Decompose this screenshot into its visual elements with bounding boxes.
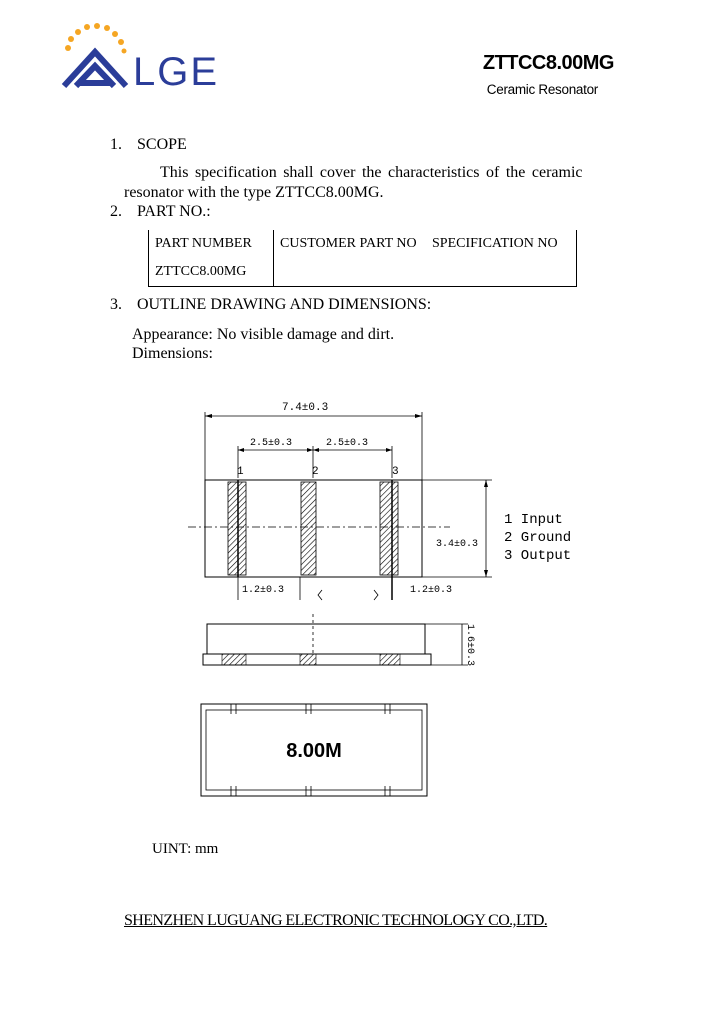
table-cell: ZTTCC8.00MG: [149, 258, 274, 287]
pin-1-label: 1: [237, 466, 244, 478]
dim-edge-right-label: 1.2±0.3: [410, 585, 453, 596]
table-header-cell: CUSTOMER PART NO: [280, 236, 417, 251]
legend-item: 1 Input: [504, 512, 563, 528]
section-title: SCOPE: [137, 136, 187, 153]
dim-pitch2-label: 2.5±0.3: [326, 438, 369, 449]
section-title: PART NO.:: [137, 203, 211, 220]
scope-text-line2: resonator with the type ZTTCC8.00MG.: [124, 184, 384, 201]
dim-thickness-label: 1.6±0.3: [464, 624, 475, 667]
scope-text-line1: This specification shall cover the characteristics of the ceramic: [160, 164, 583, 181]
marking-text: 8.00M: [286, 740, 342, 762]
table-header-cell: SPECIFICATION NO: [426, 230, 577, 258]
appearance-text: Appearance: No visible damage and dirt.: [132, 326, 395, 343]
dim-height-label: 3.4±0.3: [436, 539, 479, 550]
unit-text: UINT: mm: [152, 841, 219, 857]
model-number: ZTTCC8.00MG: [482, 52, 614, 74]
section-number: 3.: [110, 296, 122, 313]
legend-item: 2 Ground: [504, 530, 572, 546]
pin-2-label: 2: [312, 466, 319, 478]
dim-pitch1-label: 2.5±0.3: [250, 438, 293, 449]
dim-edge-left-label: 1.2±0.3: [242, 585, 285, 596]
legend-item: 3 Output: [504, 548, 572, 564]
resonator-side-body: [207, 624, 425, 654]
product-type: Ceramic Resonator: [486, 82, 598, 97]
company-footer: SHENZHEN LUGUANG ELECTRONIC TECHNOLOGY CO.,LTD.: [124, 912, 548, 929]
section-title: OUTLINE DRAWING AND DIMENSIONS:: [137, 296, 432, 313]
logo-text: LGE: [133, 50, 220, 94]
dim-total-label: 7.4±0.3: [282, 402, 329, 414]
table-header-cell: PART NUMBER: [149, 230, 274, 258]
section-number: 2.: [110, 203, 122, 220]
dimensions-label: Dimensions:: [132, 345, 213, 362]
pin-3-label: 3: [392, 466, 399, 478]
section-number: 1.: [110, 136, 122, 153]
